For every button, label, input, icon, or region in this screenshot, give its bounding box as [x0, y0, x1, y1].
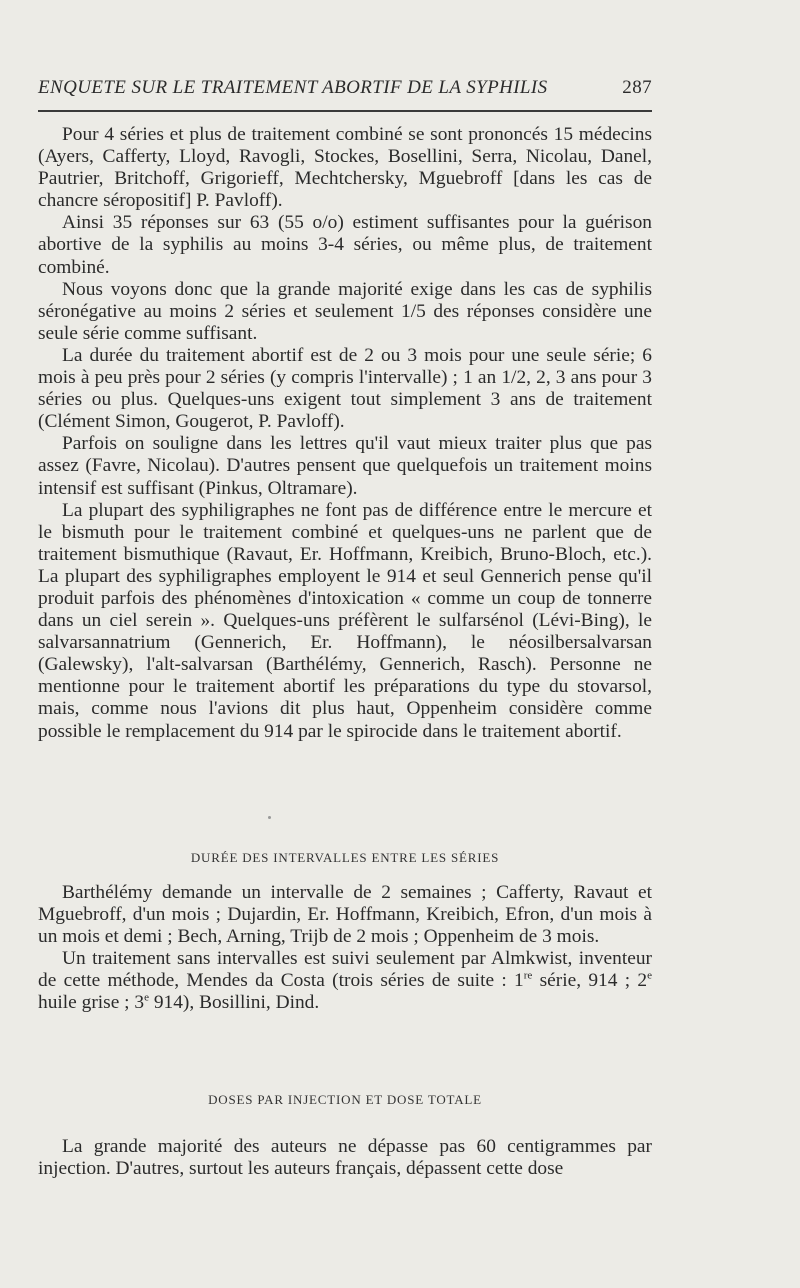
paragraph: La durée du traitement abortif est de 2 ou 3 mois pour une seule série; 6 mois à peu près pour 2 séries (y compris l'intervalle) ; 1 an 1/2, 2, 3 ans pour 3 séries ou plus. Quelques-uns exigent tout simplement 3 ans de traitement (Clément Simon, Gougerot, P. Pavloff).	[38, 344, 652, 433]
text-run: huile grise ; 3	[38, 992, 145, 1014]
section-combined-treatment	[38, 124, 652, 743]
section-doses	[38, 1136, 652, 1180]
paragraph: Barthélémy demande un intervalle de 2 semaines ; Cafferty, Ravaut et Mguebroff, d'un mois ; Dujardin, Er. Hoffmann, Kreibich, Efron, d'un mois à un mois et demi ; Bech, Arning, Trijb de 2 mois ; Oppenheim de 3 mois.	[38, 882, 652, 948]
paragraph: La grande majorité des auteurs ne dépasse pas 60 centigrammes par injection. D'autres, surtout les auteurs français, dépassent cette dose	[38, 1136, 652, 1180]
text-run: Un traitement sans intervalles est suivi seulement par Almkwist, inventeur de cette méthode, Mendes da Costa (trois séries de suite : 1	[38, 948, 652, 992]
superscript: re	[523, 969, 533, 982]
header-rule	[38, 110, 652, 112]
paragraph	[38, 948, 652, 1014]
superscript: e	[144, 992, 149, 1004]
section-heading-doses: DOSES PAR INJECTION ET DOSE TOTALE	[208, 1092, 482, 1107]
running-title: ENQUETE SUR LE TRAITEMENT ABORTIF DE LA SYPHILIS	[38, 77, 548, 98]
section-intervals	[38, 882, 652, 1015]
section-heading-intervals: DURÉE DES INTERVALLES ENTRE LES SÉRIES	[190, 850, 500, 865]
paragraph: Ainsi 35 réponses sur 63 (55 o/o) estiment suffisantes pour la guérison abortive de la syphilis au moins 3-4 séries, ou même plus, de traitement combiné.	[38, 212, 652, 278]
paragraph: Parfois on souligne dans les lettres qu'il vaut mieux traiter plus que pas assez (Favre, Nicolau). D'autres pensent que quelquefois un traitement moins intensif est suffisant (Pinkus, Oltramare).	[38, 433, 652, 499]
superscript: e	[647, 969, 652, 982]
paragraph: La plupart des syphiligraphes ne font pas de différence entre le mercure et le bismuth pour le traitement combiné et quelques-uns ne parlent que de traitement bismuthique (Ravaut, Er. Hoffmann, Kreibich, Bruno-Bloch, etc.). La plupart des syphiligraphes employent le 914 et seul Gennerich pense qu'il produit parfois des phénomènes d'intoxication « comme un coup de tonnerre dans un ciel serein ». Quelques-uns préfèrent le sulfarsénol (Lévi-Bing), le salvarsannatrium (Gennerich, Er. Hoffmann), le néosilbersalvarsan (Galewsky), l'alt-salvarsan (Barthélémy, Gennerich, Rasch). Personne ne mentionne pour le traitement abortif les préparations du type du stovarsol, mais, comme nous l'avions dit plus haut, Oppenheim considère comme possible le remplacement du 914 par le spirocide dans le traitement abortif.	[38, 499, 652, 742]
text-run: série, 914 ; 2	[532, 970, 648, 992]
ink-speck	[268, 816, 271, 819]
paragraph: Nous voyons donc que la grande majorité exige dans les cas de syphilis séronégative au moins 2 séries et seulement 1/5 des réponses considère une seule série comme suffisant.	[38, 278, 652, 344]
page-number: 287	[622, 77, 652, 98]
text-run: 914), Bosillini, Dind.	[148, 992, 320, 1014]
paragraph: Pour 4 séries et plus de traitement combiné se sont prononcés 15 médecins (Ayers, Cafferty, Lloyd, Ravogli, Stockes, Bosellini, Serra, Nicolau, Danel, Pautrier, Britchoff, Grigorieff, Mechtchersky, Mguebroff [dans les cas de chancre séropositif] P. Pavloff).	[38, 124, 652, 212]
